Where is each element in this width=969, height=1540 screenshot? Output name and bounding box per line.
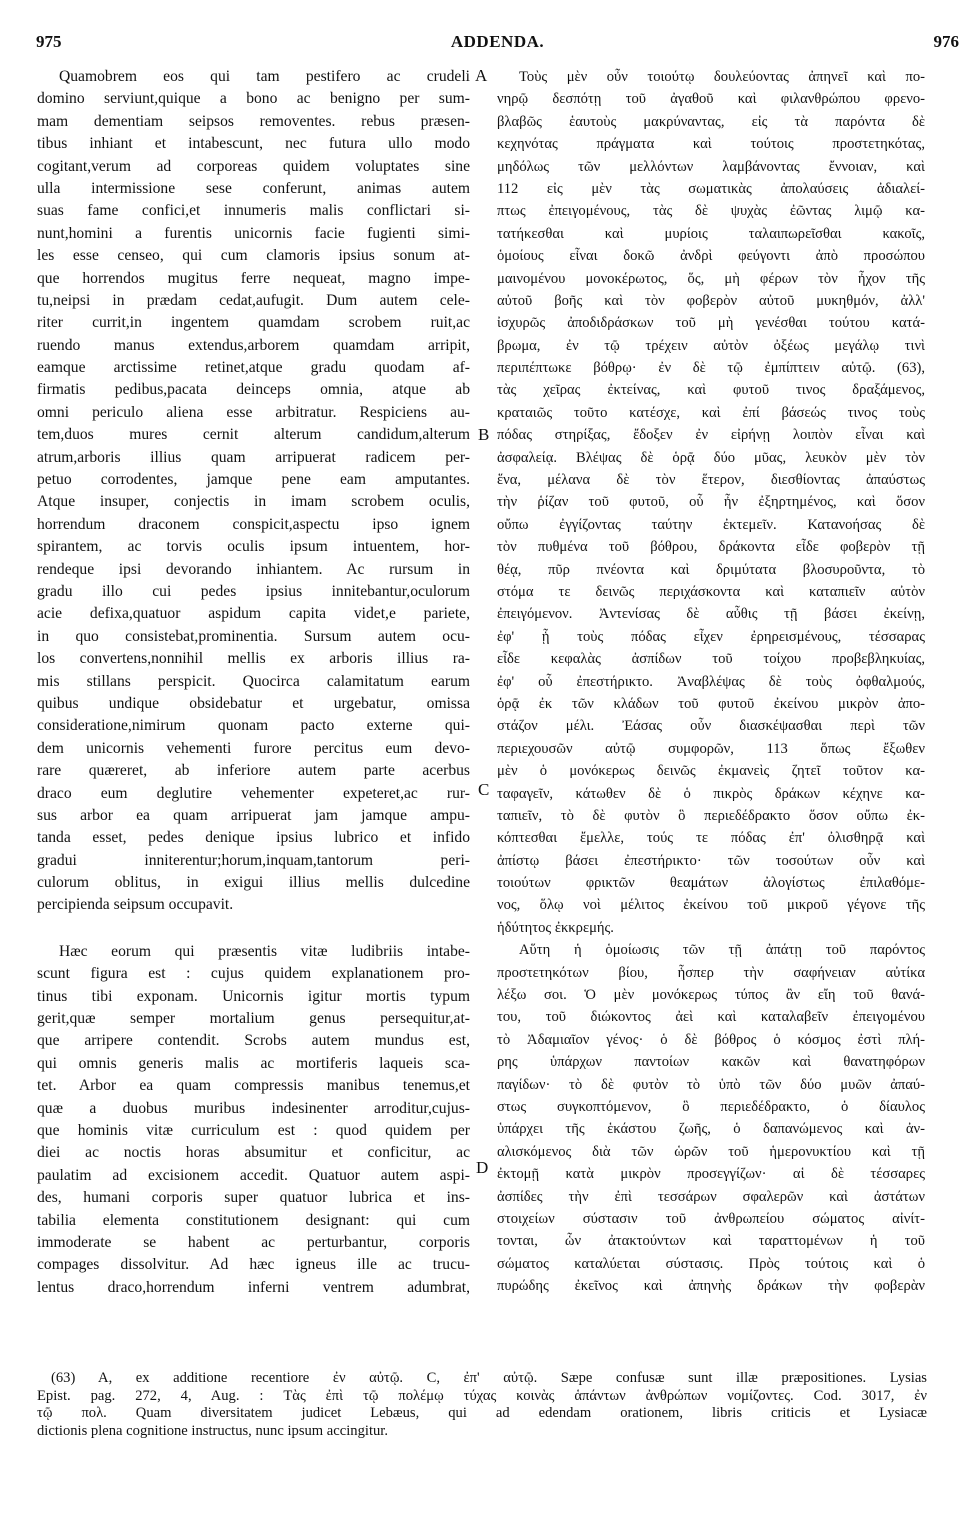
- greek-text-line: στως συγκοπτόμενον, ὃ περιεδέδρακτο, ὁ δίαυλος: [497, 1098, 925, 1115]
- greek-text-line: τὰς χεῖρας ἐκτείνας, καὶ φυτοῦ τινος δραξάμενος,: [497, 382, 925, 399]
- latin-text-line: percipienda seipsum occupavit.: [37, 896, 234, 914]
- footnote-line: (63) A, ex additione recentiore ἐν αὐτῷ. C, ἐπ' αὐτῷ. Sæpe confusæ sunt illæ præpositiones. Lysias: [51, 1370, 927, 1386]
- greek-text-line: λέξω σοι. Ὁ μὲν μονόκερως τύπος ἂν εἴη τοῦ θανά-: [497, 987, 925, 1004]
- latin-text-line: diei ac noctis horas absumitur et conficitur, ac: [37, 1144, 470, 1162]
- greek-text-line: περιεχουσῶν αὐτῷ συμφορῶν, 113 ὅπως ἔξωθεν: [497, 740, 925, 757]
- latin-text-line: quæ a duobus muribus indesinenter arroditur,cujus-: [37, 1099, 470, 1117]
- greek-text-line: 112 εἰς μὲν τὰς σωματικὰς ἀπολαύσεις ἀδιαλεί-: [497, 180, 925, 197]
- greek-text-line: πόδας στηρίξας, ἔδοξεν ἐν εἰρήνῃ λοιπὸν εἶναι καὶ: [497, 427, 925, 444]
- latin-text-line: horrendum draconem conspicit,aspectu ipso ignem: [37, 515, 470, 533]
- latin-text-line: les esse censeo, qui cum clamoris ipsius sonum at-: [37, 247, 470, 265]
- section-marker-d: D: [476, 1158, 489, 1177]
- greek-text-line: στόμα τε δεινῶς περιχάσκοντα καὶ καταπιεῖν αὐτὸν: [497, 583, 925, 600]
- greek-text-line: ἡδύτητος ἐκκρεμής.: [497, 919, 614, 936]
- greek-text-line: κεχηνότας πράγματα καὶ τούτοις προστετηκότας,: [497, 136, 925, 153]
- greek-text-line: ὑπάρχει τῆς ἑκάστου ζωῆς, ὁ δαπανώμενος καὶ ἀν-: [497, 1121, 925, 1138]
- greek-text-line: ἐπειγόμενον. Ἀντενίσας δὲ αὖθις τῇ βάσει ἐκείνῃ,: [497, 606, 925, 623]
- latin-text-line: lentus draco,horrendum inferni ventrem adumbrat,: [37, 1278, 470, 1296]
- latin-text-line: gradu illo cui pedes ipsius innitebantur,oculorum: [37, 582, 470, 600]
- greek-text-line: πυρώδης ἐκεῖνος καὶ ἀπηνὴς δράκων τὴν φοβερὰν: [497, 1278, 925, 1295]
- latin-text-line: tanda esset, pedes denique ipsius lubrico et infido: [37, 829, 470, 847]
- greek-column: [497, 66, 925, 1297]
- greek-text-line: ἀσφαλείᾳ. Βλέψας δὲ ὁρᾷ δύο μῦας, λευκὸν μὲν τὸν: [497, 449, 925, 466]
- footnote: [37, 1370, 927, 1440]
- latin-text-line: mis stillans perspicit. Quocirca calamitatum earum: [37, 672, 470, 690]
- latin-text-line: quibus undique obsidebatur et urgebatur, omissa: [37, 694, 470, 712]
- greek-text-line: οὔπω ἐγγίζοντας ταύτην ἐκτεμεῖν. Κατανοήσας δὲ: [497, 516, 925, 533]
- section-marker-a: A: [475, 66, 488, 85]
- latin-text-line: consideratione,nimirum quonam pacto externe qui-: [37, 717, 470, 735]
- greek-text-line: πτως ἐπειγομένους, τὰς δὲ ψυχὰς ἐῶντας λιμῷ κα-: [497, 203, 925, 220]
- latin-text-line: que arripere contendit. Scrobs autem mundus est,: [37, 1032, 470, 1050]
- greek-text-line: μὲν ὁ μονόκερως δεινῶς ἐκμανεὶς ζητεῖ τοῦτον κα-: [497, 763, 925, 780]
- latin-text-line: mam dementiam seipsos removentes. rebus præsen-: [37, 112, 470, 130]
- greek-text-line: τοιούτων φρικτῶν θεαμάτων ἀλογίστως ἐπιλαθόμε-: [497, 875, 925, 892]
- latin-text-line: eamque arctissime retinet,atque gradu quodam af-: [37, 359, 470, 377]
- page-number-right: 976: [933, 32, 959, 51]
- greek-text-line: ὁρᾷ ἐκ τῶν κλάδων τοῦ φυτοῦ ἐκείνου μικρὸν ἀπο-: [497, 695, 925, 712]
- latin-text-line: rare quæreret, ab inferiore autem parte acerbus: [37, 762, 470, 780]
- latin-text-line: immoderate se habent ac perturbantur, corporis: [37, 1233, 470, 1251]
- latin-text-line: que horrendos mugitus ferre nequeat, magno impe-: [37, 269, 470, 287]
- greek-text-line: ταφαγεῖν, κάτωθεν δὲ ὁ πικρὸς δράκων κέχηνε κα-: [497, 785, 925, 802]
- greek-text-line: τονται, ὧν ἀτακτούντων καὶ ταραττομένων ἡ τοῦ: [497, 1233, 925, 1250]
- greek-text-line: μαινομένου μονοκέρωτος, ὅς, μὴ φέρων τὸν ἦχον τῆς: [497, 270, 925, 287]
- latin-text-line: des, humani corporis super quatuor lubrica et ins-: [37, 1189, 470, 1207]
- greek-text-line: ὁμοίους εἶναι δοκῶ ἀνδρὶ φεύγοντι ἀπὸ προσώπου: [497, 248, 925, 265]
- latin-text-line: tinus tibi exponam. Unicornis igitur mortis typum: [37, 987, 470, 1005]
- footnote-line: dictionis plena cognitione instructus, nunc ipsum accingitur.: [37, 1422, 388, 1439]
- latin-text-line: compages dissolvitur. Ad hæc igneus ille ac trucu-: [37, 1256, 470, 1274]
- greek-text-line: ἕνα, μέλανα δὲ τὸν ἕτερον, διεσθίοντας ἀπαύστως: [497, 472, 925, 489]
- page-header: [36, 32, 959, 56]
- latin-text-line: nunt,homini a furentis unicornis facie fugienti simi-: [37, 224, 470, 242]
- greek-text-line: αὐτοῦ βοῆς καὶ τὸν φοβερὸν αὐτοῦ μυκηθμόν, ἀλλ': [497, 292, 925, 309]
- greek-text-line: βρωμα, ἐν τῷ τρέχειν αὐτὸν ὀξέως μεγάλῳ τινὶ: [497, 337, 925, 354]
- latin-text-line: ulla intermissione sese conferunt, animas autem: [37, 179, 470, 197]
- latin-text-line: petuo corrodentes, jamque pene eam amputantes.: [37, 471, 470, 489]
- greek-text-line: νος, ὅλῳ νοὶ μέλιτος ἐκείνου τοῦ μικροῦ γέγονε τῆς: [497, 897, 925, 914]
- greek-text-line: κραταιῶς τοῦτο κατέσχε, καὶ ἐπί βάσεώς τινος τοὺς: [497, 404, 925, 421]
- section-marker-c: C: [478, 780, 490, 799]
- page-number-left: 975: [36, 32, 62, 51]
- latin-text-line: Hæc eorum qui præsentis vitæ ludibriis intabe-: [59, 942, 470, 960]
- latin-text-line: tibus inhiant et intabescunt, nec futura ullo modo: [37, 135, 470, 153]
- greek-text-line: ἰσχυρῶς ἀποδιδράσκων τοῦ μὴ γενέσθαι τούτου κατά-: [497, 315, 925, 332]
- latin-text-line: atrum,arboris illius quam arripuerat radicem per-: [37, 448, 470, 466]
- footnote-line: Epist. pag. 272, 4, Aug. : Τὰς ἐπὶ τῷ πολέμῳ τύχας κοινὰς ἁπάντων ἀνθρώπων νομίζοντες. Cod. 3017, ἐν: [37, 1387, 927, 1404]
- latin-text-line: sus arbor ea quam arripuerat jam jamque ampu-: [37, 806, 470, 824]
- greek-text-line: σώματος καταλύεται σύστασις. Πρὸς τούτοις καὶ ὁ: [497, 1255, 925, 1272]
- latin-text-line: tem,duos mures cernit alterum candidum,alterum: [37, 426, 470, 444]
- latin-text-line: cogitant,verum ad corporeas quidem voluptates sine: [37, 157, 470, 175]
- greek-text-line: αλισκόμενος διὰ τῶν ὡρῶν τοῦ ἡμερονυκτίου καὶ τῇ: [497, 1143, 925, 1160]
- latin-text-line: que hominis vitæ curriculum est : quod quidem per: [37, 1121, 470, 1139]
- greek-text-line: ταπιεῖν, τὸ δὲ φυτὸν ὃ περιεδέδρακτο ὅσον οὔπω ἐκ-: [497, 807, 925, 824]
- latin-text-line: gradui inniterentur;horum,inquam,tantorum peri-: [37, 851, 470, 869]
- greek-text-line: προστετηκότων βίου, ἧσπερ τὴν σαφήνειαν αὐτίκα: [497, 964, 925, 981]
- greek-text-line: Αὕτη ἡ ὁμοίωσις τῶν τῇ ἀπάτῃ τοῦ παρόντος: [519, 942, 925, 959]
- latin-text-line: los convertens,nonnihil mellis ex arboris illius ra-: [37, 650, 470, 668]
- greek-text-line: ἐκτομῇ κατὰ μικρὸν προσεγγίζων· αἱ δὲ τέσσαρες: [497, 1166, 925, 1183]
- greek-text-line: Τοὺς μὲν οὖν τοιούτῳ δουλεύοντας ἀπηνεῖ καὶ πο-: [519, 69, 925, 85]
- latin-text-line: Quamobrem eos qui tam pestifero ac crudeli: [59, 68, 470, 85]
- latin-text-line: riter currit,in ingentem quamdam scrobem ruit,ac: [37, 314, 470, 332]
- greek-text-line: ἀσπίδες τὴν ἐπὶ τεσσάρων σφαλερῶν καὶ ἀστάτων: [497, 1188, 925, 1205]
- latin-text-line: suas fame confici,et innumeris malis conflictari si-: [37, 202, 470, 220]
- paragraph-gap: [37, 917, 470, 941]
- greek-text-line: βλαβῶς ἑαυτοὺς μακρύναντας, εἰς τὰ παρόντα δὲ: [497, 113, 925, 130]
- latin-text-line: tu,neipsi in prædam cedat,aufugit. Dum autem cele-: [37, 291, 470, 309]
- greek-text-line: τατήκεσθαι καὶ μυρίοις ταλαιπωρεῖσθαι κακοῖς,: [497, 225, 925, 242]
- latin-text-line: omni periculo aliena esse arbitratur. Respiciens au-: [37, 403, 470, 421]
- latin-text-line: acie defixa,quatuor aspidum capita videt,e pariete,: [37, 605, 470, 623]
- latin-text-line: in quo consistebat,prominentia. Sursum autem ocu-: [37, 627, 470, 645]
- latin-text-line: Atque insuper, conjectis in imam scrobem oculis,: [37, 493, 470, 511]
- latin-text-line: firmatis pedibus,pacata deinceps omnia, atque ab: [37, 381, 470, 399]
- latin-text-line: paulatim ad excisionem accedit. Quatuor autem aspi-: [37, 1166, 470, 1184]
- latin-text-line: rendeque ipsi devorando inhiantem. Ac rursum in: [37, 560, 470, 578]
- greek-text-line: κόπτεσθαι ἔμελλε, τούς τε πόδας ἐπ' ὀλισθηρᾷ καὶ: [497, 830, 925, 847]
- latin-text-line: tet. Arbor ea quam compressis manibus tenemus,et: [37, 1077, 470, 1095]
- greek-text-line: στοιχείων σύστασιν τοῦ ἀνθρωπείου σώματος αἰνίτ-: [497, 1210, 925, 1227]
- greek-text-line: τὸν πυθμένα τοῦ βόθρου, δράκοντα εἶδε φοβερὸν τῇ: [497, 539, 925, 556]
- running-title: ADDENDA.: [450, 32, 545, 51]
- latin-column: [37, 66, 470, 1299]
- latin-text-line: culorum oblitus, in exigui illius mellis dulcedine: [37, 874, 470, 892]
- greek-text-line: ἀπίστῳ βάσει ἐπεστήρικτο· τῶν τοσούτων οὖν καὶ: [497, 852, 925, 869]
- latin-text-line: gerit,quæ semper mortalium genus persequitur,at-: [37, 1010, 470, 1028]
- latin-text-line: ruendo manus extendus,arborem quamdam arripit,: [37, 336, 470, 354]
- greek-text-line: του, τοῦ διώκοντος ἀεὶ καὶ καταλαβεῖν ἐπειγομένου: [497, 1009, 925, 1026]
- section-marker-b: B: [478, 425, 490, 444]
- latin-text-line: tabilia elementa constitutionem designant: qui cum: [37, 1211, 470, 1229]
- latin-text-line: domino serviunt,quique a bono ac benigno per sum-: [37, 90, 470, 108]
- greek-text-line: τὸ Ἀδαμιαῖον γένος· ὁ δὲ βόθρος ὁ κόσμος ἐστὶ πλή-: [497, 1031, 925, 1048]
- latin-text-line: dem unicornis vehementi furore percitus eum devo-: [37, 739, 470, 757]
- latin-text-line: scunt figura est : cujus quidem explanationem pro-: [37, 965, 470, 983]
- latin-text-line: draco eum deglutire vehementer expeteret,ac rur-: [37, 784, 470, 802]
- latin-text-line: qui omnis generis malis ac mortiferis laqueis sca-: [37, 1054, 470, 1072]
- greek-text-line: παγίδων· τὸ δὲ φυτὸν τὸ ὑπὸ τῶν δύο μυῶν ἀπαύ-: [497, 1076, 925, 1093]
- greek-text-line: ἐφ' οὗ ἐπεστήρικτο. Ἀναβλέψας δὲ τοὺς ὀφθαλμούς,: [497, 673, 925, 690]
- greek-text-line: θέᾳ, πῦρ πνέοντα καὶ δριμύτατα βλοσυροῦντα, τὸ: [497, 561, 925, 578]
- greek-text-line: ρης ὑπάρχων παντοίων κακῶν καὶ θανατηφόρων: [497, 1054, 925, 1071]
- greek-text-line: μηδόλως τῶν μελλόντων λαμβάνοντας ἔννοιαν, καὶ: [497, 158, 925, 175]
- greek-text-line: τὴν ῥίζαν τοῦ φυτοῦ, οὗ ἦν ἐξηρτημένος, καὶ ὅσον: [497, 494, 925, 511]
- greek-text-line: περιπέπτωκε βόθρῳ· ἐν δὲ τῷ ἐμπίπτειν αὐτῷ. (63),: [497, 360, 925, 377]
- greek-text-line: εἶδε κεφαλὰς ἀσπίδων τοῦ τοίχου προβεβληκυίας,: [497, 651, 925, 668]
- greek-text-line: νηρῷ δεσπότῃ τοῦ ἀγαθοῦ καὶ φιλανθρώπου φρενο-: [497, 91, 925, 108]
- footnote-line: τῷ πολ. Quam diversitatem judicet Lebæus, qui ad edendam orationem, libris criticis et Lysiacæ: [37, 1405, 927, 1421]
- greek-text-line: ἐφ' ᾗ τοὺς πόδας εἶχεν ἐρηρεισμένους, τέσσαρας: [497, 628, 925, 645]
- greek-text-line: στάζον μέλι. Ἐάσας οὖν διασκέψασθαι περὶ τῶν: [497, 718, 925, 735]
- latin-text-line: spirantem, ac torvis oculis ipsum intuentem, hor-: [37, 538, 470, 556]
